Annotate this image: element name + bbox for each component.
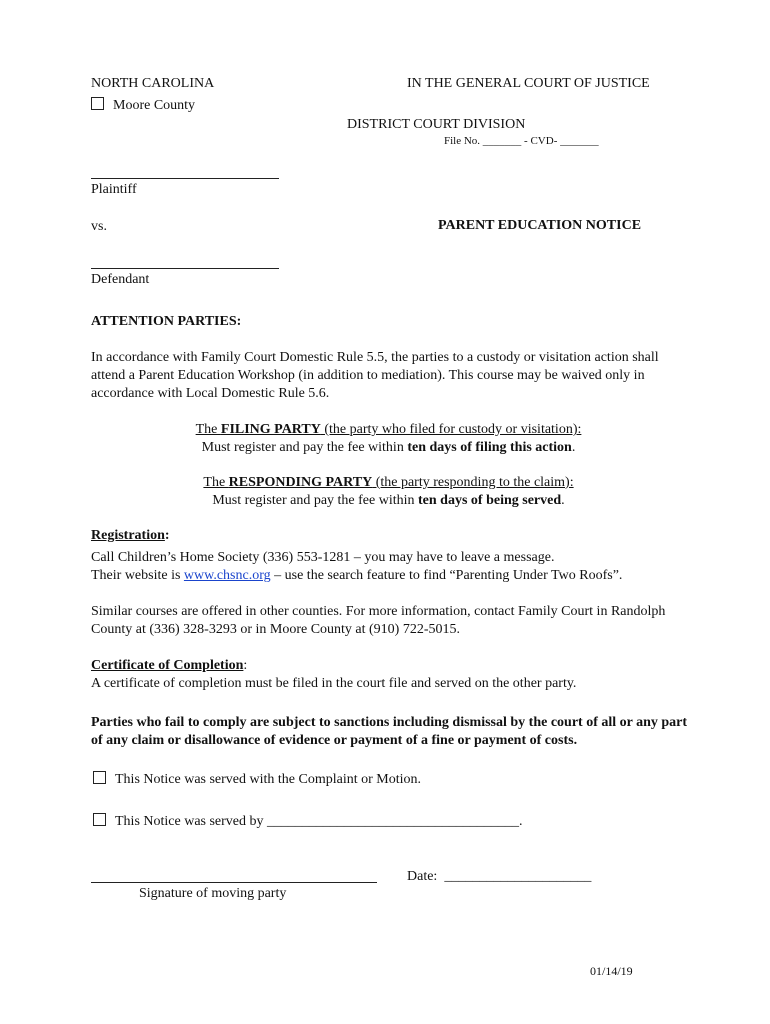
state-label: NORTH CAROLINA [91,76,215,91]
certificate-section [91,657,711,693]
signature-label: Signature of moving party [139,886,287,901]
filing-party-line2: Must register and pay the fee within ten days of filing this action. [201,440,576,455]
attention-heading: ATTENTION PARTIES: [91,314,242,329]
plaintiff-name-line[interactable] [91,178,279,179]
defendant-name-line[interactable] [91,268,279,269]
filing-party-line1: The FILING PARTY (the party who filed for custody or visitation): [195,422,582,437]
filing-party-block [91,421,686,457]
served-by-blank[interactable]: ____________________________________ [267,814,520,829]
attention-body: In accordance with Family Court Domestic Rule 5.5, the parties to a custody or visitation action shall attend a Parent Education Workshop (in addition to mediation). This course may be waived only in accordance with Local Domestic Rule 5.6. [91,350,659,401]
registration-section [91,527,711,585]
sanctions-warning: Parties who fail to comply are subject to sanctions including dismissal by the court of all or any part of any claim or disallowance of evidence or payment of a fine or payment of costs. [91,715,688,748]
certificate-body: A certificate of completion must be filed in the court file and served on the other party. [91,676,577,691]
date-label: Date: [407,869,438,884]
county-option[interactable] [91,97,195,114]
responding-party-block [91,474,686,510]
service-served-by-label: This Notice was served by [115,814,268,829]
website-link[interactable]: www.chsnc.org [183,568,271,583]
certificate-heading: Certificate of Completion: [91,658,248,673]
responding-party-line2: Must register and pay the fee within ten days of being served. [212,493,565,508]
service-option-served-by[interactable]: This Notice was served by ____________________________________. [93,813,523,830]
service-option-complaint[interactable] [93,771,421,788]
defendant-label: Defendant [91,272,150,287]
revision-date: 01/14/19 [590,964,633,978]
county-label: Moore County [113,98,196,113]
service-complaint-checkbox[interactable] [93,771,106,784]
file-number: File No. _______ - CVD- _______ [444,135,599,147]
service-complaint-label: This Notice was served with the Complaint or Motion. [115,772,422,787]
plaintiff-label: Plaintiff [91,182,137,197]
service-served-by-checkbox[interactable] [93,813,106,826]
responding-party-line1: The RESPONDING PARTY (the party responding to the claim): [203,475,574,490]
signature-line[interactable] [91,882,377,883]
versus-label: vs. [91,219,107,234]
date-blank[interactable]: _____________________ [444,869,592,884]
county-checkbox[interactable] [91,97,104,110]
registration-line2: Their website is www.chsnc.org – use the search feature to find “Parenting Under Two Roofs”. [91,568,623,583]
division-label: DISTRICT COURT DIVISION [347,117,526,132]
registration-line1: Call Children’s Home Society (336) 553-1281 – you may have to leave a message. [91,550,555,565]
registration-heading: Registration: [91,528,170,543]
notice-title: PARENT EDUCATION NOTICE [438,218,642,233]
date-field [407,869,591,885]
similar-courses-text: Similar courses are offered in other counties. For more information, contact Family Court in Randolph County at (336) 328-3293 or in Moore County at (910) 722-5015. [91,604,666,637]
court-label: IN THE GENERAL COURT OF JUSTICE [407,76,650,91]
